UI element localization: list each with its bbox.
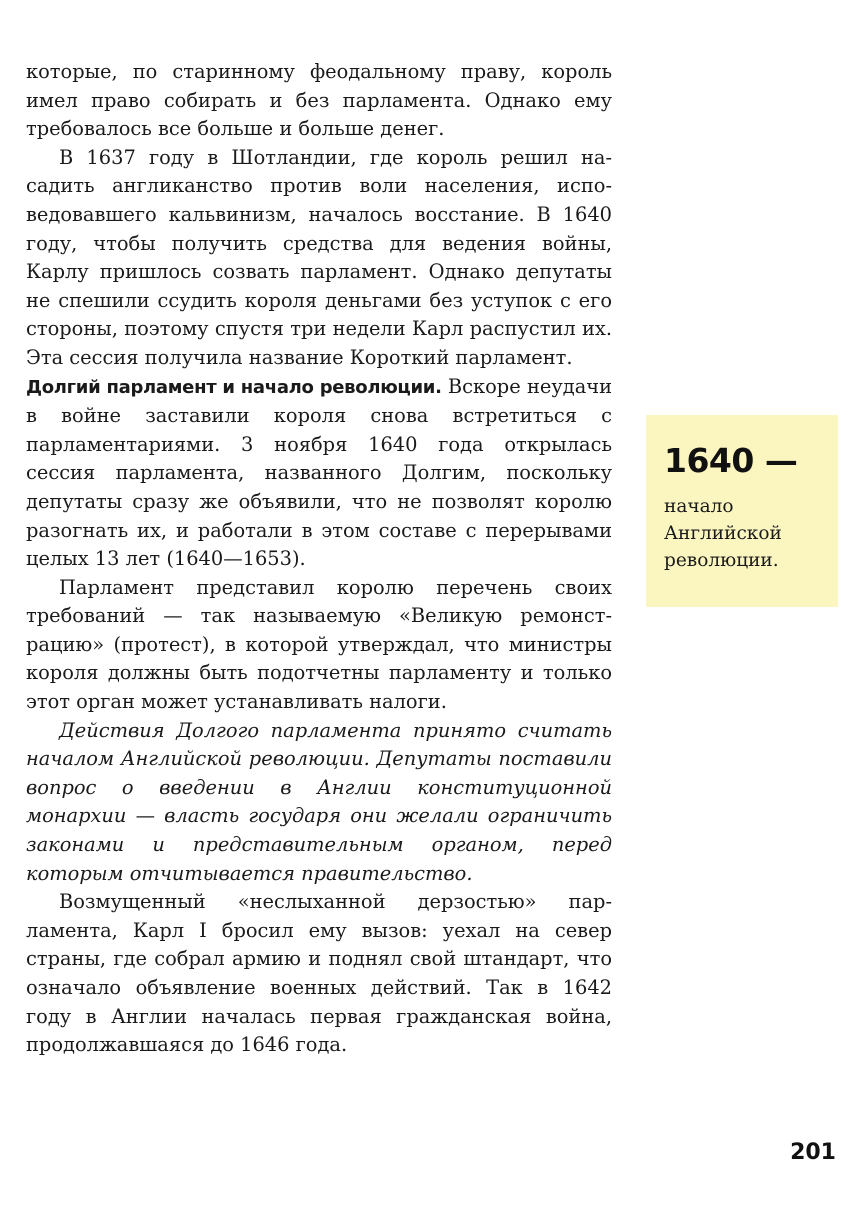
- section-heading-long-parliament: Долгий парламент и начало революции.: [26, 376, 442, 398]
- paragraph-2: В 1637 году в Шотландии, где король решил насадить англиканство против воли населения, исповедовавшего кальвинизм, началось восстание. В 1640 году, чтобы получить средства для ведения войны, Карлу пришлось созвать парламент. Однако депутаты не спешили ссудить короля деньгами без уступок с его стороны, поэтому спустя три недели Карл распустил их. Эта сессия получила название Короткий парламент.: [26, 145, 612, 369]
- paragraph-3: [26, 373, 612, 574]
- paragraph-3-body: Вскоре неудачи в войне заставили короля снова встретиться с парламентариями. 3 ноября 1640 года открылась сессия парламента, названного Долгим, поскольку депутаты сразу же объявили, что не позволят королю разогнать их, и работали в этом составе с перерывами целых 13 лет (1640—1653).: [26, 374, 612, 571]
- page-number: 201: [790, 1140, 836, 1165]
- sidebar-caption: начало Английской революции.: [664, 496, 782, 571]
- paragraph-1: которые, по старинному феодальному праву, король имел право собирать и без парламента. Однако ему требовалось все больше и больше денег.: [26, 60, 612, 141]
- main-text-column: [26, 58, 612, 1060]
- paragraph-6: Возмущенный «неслыханной дерзостью» парламента, Карл I бросил ему вызов: уехал на север страны, где собрал армию и поднял свой штандарт, что означало объявление военных действий. Так в 1642 году в Англии началась первая гражданская война, продолжавшаяся до 1646 года.: [26, 890, 612, 1057]
- sidebar-year: 1640 —: [664, 441, 798, 480]
- date-sidebar-box: [646, 415, 838, 607]
- paragraph-5-italic-summary: Действия Долгого парламента принято считать началом Английской революции. Депутаты поставили вопрос о введении в Англии конституционной монархии — власть государя они желали ограничить законами и представительным органом, перед которым отчитывается правительство.: [26, 718, 612, 885]
- paragraph-4: Парламент представил королю перечень своих требований — так называемую «Великую ремонстрацию» (протест), в которой утверждал, что министры короля должны быть подотчетны парламенту и только этот орган может устанавливать налоги.: [26, 575, 612, 714]
